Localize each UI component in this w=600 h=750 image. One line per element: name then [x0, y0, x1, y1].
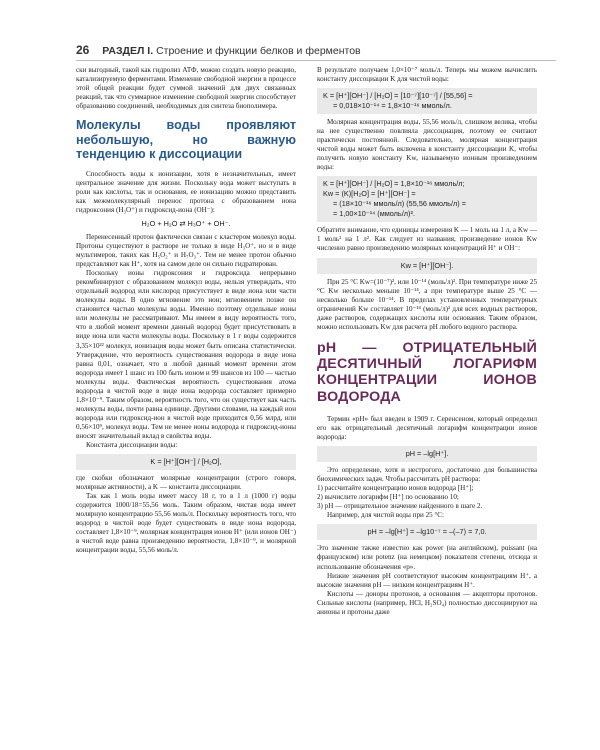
right-column [317, 66, 537, 617]
formula-line: K = [H⁺][OH⁻] / [H₂O] = [10⁻⁷][10⁻⁷] / [55,56] = [323, 91, 473, 101]
paragraph: Способность воды к ионизации, хотя в незначительных, имеет центральное значение для жизни. Поскольку вода может выступать в роли как кислоты, так и основания, ее ионизацию можно представить как межмолекулярный перенос протона с образованием иона гидроксония (H₃O⁺) и гидроксид-иона (OH⁻): [76, 169, 296, 214]
paragraph: где скобки обозначают молярные концентрации (строго говоря, молярные активности), а K — константа диссоциации. [76, 474, 296, 492]
paragraph: В результате получаем 1,0×10⁻⁷ моль/л. Теперь мы можем вычислить константу диссоциации K для чистой воды: [317, 66, 537, 84]
paragraph: Поскольку ионы гидроксония и гидроксида непрерывно рекомбинируют с образованием молекул воды, нельзя утверждать, что отдельный водород или кислород присутствует в виде иона или части молекулы воды. В одно мгновение это ион; мгновением позже он становится частью молекулы воды. Именно поэтому отдельные ионы или молекулы не рассматривают. Мы имеем в виду вероятность того, что в любой момент времени данный водород будет присутствовать в виде иона или части молекулы воды. Поскольку в 1 г воды содержится 3,35×10²² молекул, ионизация воды может быть описана статистически. Утверждение, что вероятность существования водорода в виде иона равна 0,01, означает, что в любой данный момент времени атом водорода имеет 1 шанс из 100 быть ионом и 99 шансов из 100 — частью молекулы воды. Фактическая вероятность существования атома водорода в чистой воде в виде иона водорода составляет примерно 1,8×10⁻⁹. Таким образом, вероятность того, что он существует как часть молекулы воды, почти равна единице. Другими словами, на каждый ион водорода или гидроксид-ион в чистой воде приходится 0,56 млрд, или 0,56×10⁹, молекул воды. Тем не менее ионы водорода и гидроксид-ионы вносят значительный вклад в свойства воды. [76, 269, 296, 440]
paragraph: Перенесенный протон фактически связан с кластером молекул воды. Протоны существуют в растворе не только в виде H₃O⁺, но и в виде мультимеров, таких как H₅O₂⁺ и H₇O₃⁺. Тем не менее протон обычно представляют как H⁺, хотя на самом деле он сильно гидратирован. [76, 232, 296, 269]
list-item: 1) рассчитайте концентрацию ионов водорода [H⁺]; [317, 484, 474, 493]
section-label: РАЗДЕЛ I. [102, 45, 154, 57]
kw-derivation [317, 176, 537, 222]
list-item: 3) pH — отрицательное значение найденного в шаге 2. [317, 502, 483, 511]
section-heading: Молекулы воды проявляют небольшую, но важную тенденцию к диссоциации [76, 118, 296, 162]
paragraph: Например, для чистой воды при 25 °C: [327, 511, 444, 520]
list-item: 2) вычислите логарифм [H⁺] по основанию 10; [317, 493, 459, 502]
paragraph: Так как 1 моль воды имеет массу 18 г, то в 1 л (1000 г) воды содержится 1000/18=55,56 моль. Таким образом, чистая вода имеет молярную концентрацию 55,56 моль/л. Поскольку вероятность того, что водород в чистой воде будет существовать в виде иона водорода, составляет 1,8×10⁻⁹, молярная концентрация ионов H⁺ (или ионов OH⁻) в чистой воде равна произведению вероятности, 1,8×10⁻⁹, и молярной концентрации воды, 55,56 моль/л. [76, 492, 296, 555]
paragraph: Обратите внимание, что единицы измерения K — 1 моль на 1 л, а Kw — 1 моль² на 1 л². Как следует из названия, произведение ионов Kw численно равно произведению молярных концентраций H⁺ и OH⁻: [317, 226, 537, 253]
paragraph: Кислоты — доноры протонов, а основания — акцепторы протонов. Сильные кислоты (например, HCl, H₂SO₄) полностью диссоциируют на анионы и протоны даже [317, 589, 537, 616]
paragraph: ски выгодный, такой как гидролиз АТФ, можно создать новую реакцию, катализируемую ферментами. Изменение свободной энергии в процессе этой общей реакции будет суммой значений для двух связанных реакций, так что суммарное изменение свободной энергии способствует образованию соединений, необходимых для синтеза биополимера. [76, 66, 296, 111]
page-number: 26 [76, 43, 90, 57]
ionization-equation: H₂O + H₂O ⇄ H₃O⁺ + OH⁻. [141, 218, 231, 228]
formula-line: Kw = (K)[H₂O] = [H⁺][OH⁻] = [323, 189, 416, 199]
kw-equation: Kw = [H⁺][OH⁻]. [317, 258, 537, 274]
running-header [76, 43, 556, 59]
k-calculation [317, 88, 537, 114]
formula-line: = 1,00×10⁻¹⁴ (ммоль/л)². [333, 209, 415, 219]
formula-line: K = [H⁺][OH⁻] / [H₂O] = 1,8×10⁻¹⁶ ммоль/л; [323, 179, 465, 189]
ph-calculation: pH = –lg[H⁺] = –lg10⁻⁷ = –(–7) = 7,0. [317, 524, 537, 540]
formula-line: = 0,018×10⁻¹⁴ = 1,8×10⁻¹⁶ ммоль/л. [333, 101, 452, 111]
paragraph: Константа диссоциации воды: [86, 441, 178, 450]
formula-line: = (18×10⁻¹⁶ ммоль/л) (55,56 ммоль/л) = [333, 199, 466, 209]
paragraph: При 25 °C Kw=(10⁻⁷)², или 10⁻¹⁴ (моль/л)². При температуре ниже 25 °C Kw несколько меньше 10⁻¹⁴, а при температуре выше 25 °C — несколько больше 10⁻¹⁴. В пределах установленных температурных ограничений Kw составляет 10⁻¹⁴ (моль/л)² для всех водных растворов, даже растворов, содержащих кислоты или основания. Таким образом, можно использовать Kw для расчета pH любого водного раствора. [317, 277, 537, 331]
paragraph: Термин «pH» был введен в 1909 г. Серенсеном, который определил его как отрицательный десятичный логарифм концентрации ионов водорода: [317, 414, 537, 442]
ph-definition: pH = –lg[H⁺]. [317, 446, 537, 462]
dissociation-constant-formula: K = [H⁺][OH⁻] / [H₂O], [76, 454, 296, 470]
steps-list [317, 484, 537, 511]
paragraph: Это значение также известно как power (на английском), puissant (на французском) или potenz (на немецком) показателя степени, отсюда и использование обозначения «p». [317, 544, 537, 571]
section-heading: pH — ОТРИЦАТЕЛЬНЫЙ ДЕСЯТИЧНЫЙ ЛОГАРИФМ КОНЦЕНТРАЦИИ ИОНОВ ВОДОРОДА [317, 339, 537, 405]
paragraph: Молярная концентрация воды, 55,56 моль/л, слишком велика, чтобы на нее существенно повлияла диссоциация, поэтому ее считают практически постоянной. Следовательно, молярная концентрация чистой воды может быть включена в константу диссоциации K, чтобы получить новую константу Kw, называемую ионным произведением воды: [317, 118, 537, 172]
header-rule [76, 60, 556, 61]
paragraph: Это определение, хотя и нестрогого, достаточно для большинства биохимических задач. Чтобы рассчитать pH раствора: [317, 466, 537, 484]
left-column [76, 66, 296, 556]
paragraph: Низкие значения pH соответствуют высоким концентрациям H⁺, а высокие значения pH — низким концентрациям H⁺. [317, 571, 537, 589]
section-title: Строение и функции белков и ферментов [156, 45, 361, 57]
